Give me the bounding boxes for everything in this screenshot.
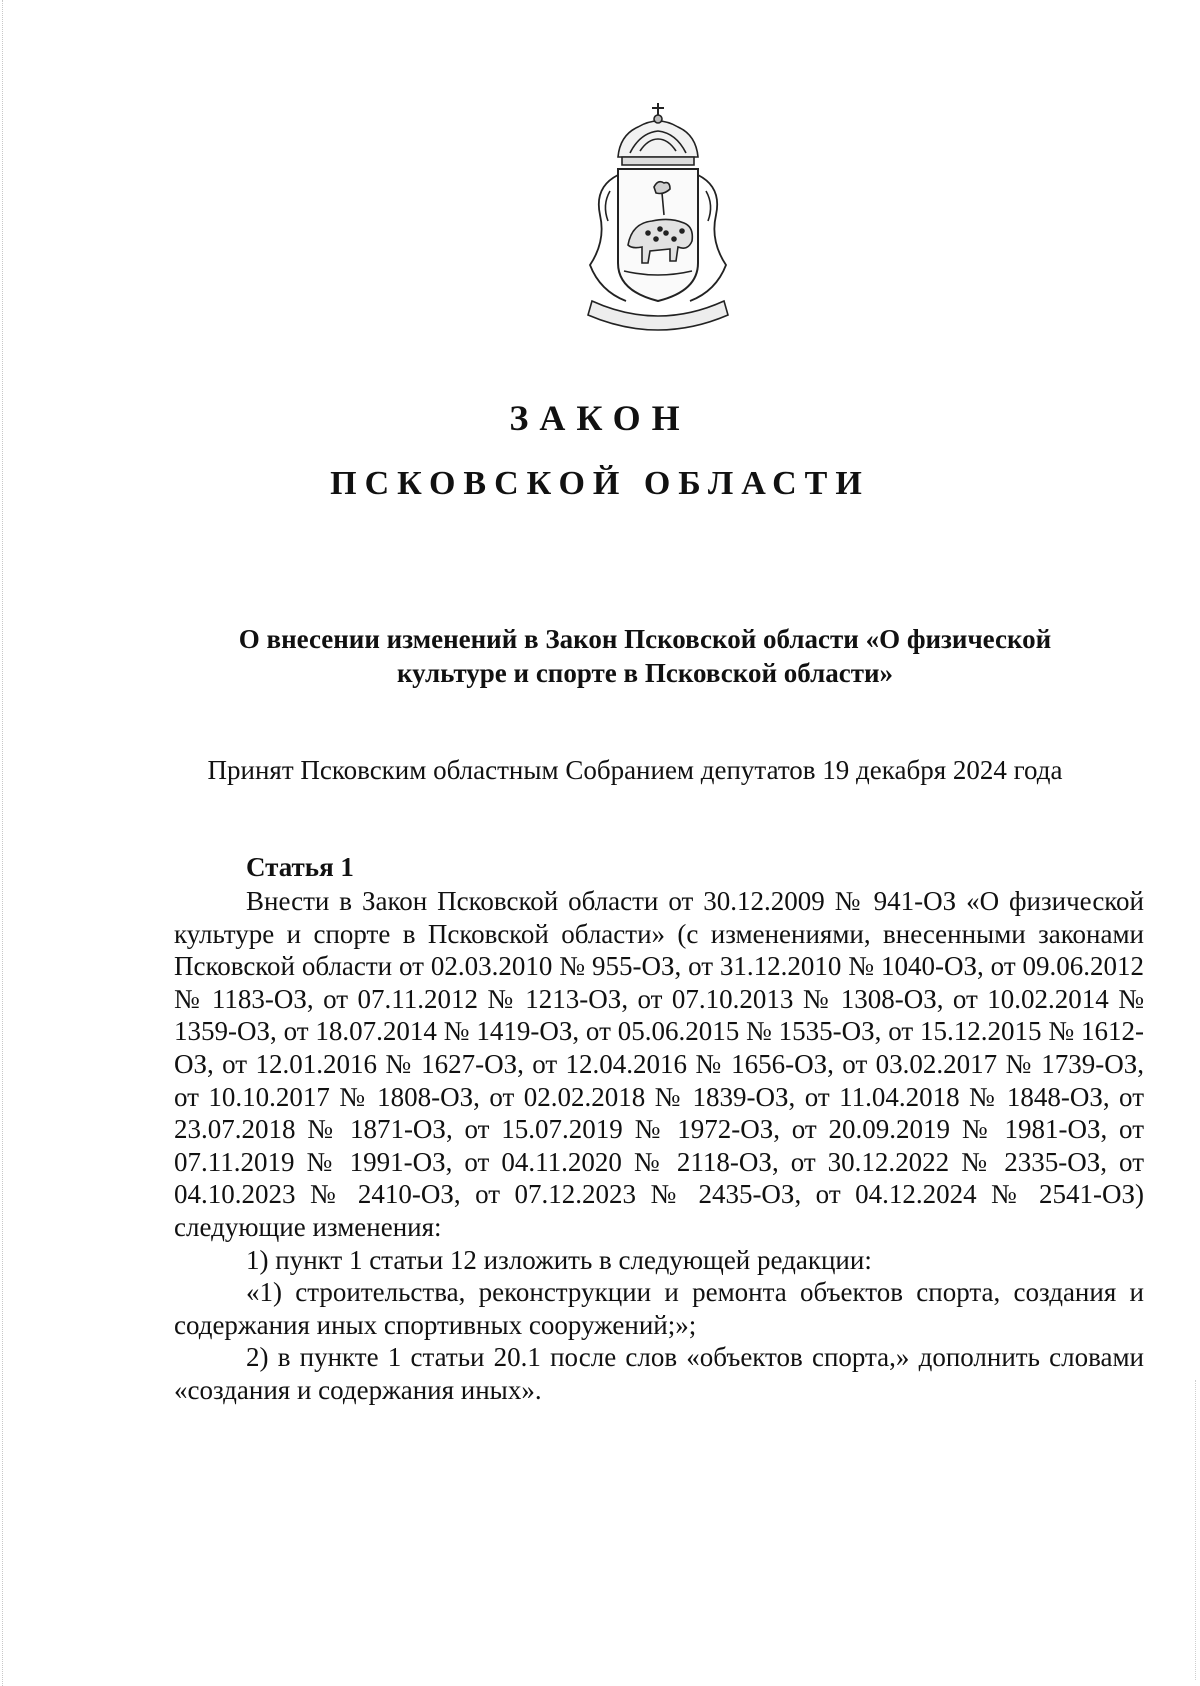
article-paragraph: Внести в Закон Псковской области от 30.12.2009 № 941-ОЗ «О физической культуре и спорте в Псковской области» (с изменениями, внесенными законами Псковской области от 02.03.2010 № 955-ОЗ, от 31.12.2010 № 1040-ОЗ, от 09.06.2012 № 1183-ОЗ, от 07.11.2012 № 1213-ОЗ, от 07.10.2013 № 1308-ОЗ, от 10.02.2014 № 1359-ОЗ, от 18.07.2014 № 1419-ОЗ, от 05.06.2015 № 1535-ОЗ, от 15.12.2015 № 1612-ОЗ, от 12.01.2016 № 1627-ОЗ, от 12.04.2016 № 1656-ОЗ, от 03.02.2017 № 1739-ОЗ, от 10.10.2017 № 1808-ОЗ, от 02.02.2018 № 1839-ОЗ, от 11.04.2018 № 1848-ОЗ, от 23.07.2018 № 1871-ОЗ, от 15.07.2019 № 1972-ОЗ, от 20.09.2019 № 1981-ОЗ, от 07.11.2019 № 1991-ОЗ, от 04.11.2020 № 2118-ОЗ, от 30.12.2022 № 2335-ОЗ, от 04.10.2023 № 2410-ОЗ, от 07.12.2023 № 2435-ОЗ, от 04.12.2024 № 2541-ОЗ) следующие изменения: <box>174 886 1144 1242</box>
article-heading: Статья 1 <box>246 852 354 882</box>
scan-edge <box>1191 1380 1196 1680</box>
law-title: ЗАКОН <box>509 398 691 438</box>
pskov-coat-of-arms-icon <box>560 95 756 341</box>
scan-edge <box>2 0 9 1686</box>
law-region: ПСКОВСКОЙ ОБЛАСТИ <box>330 465 870 502</box>
article-body <box>174 885 1144 1407</box>
article-paragraph: 1) пункт 1 статьи 12 изложить в следующей редакции: <box>246 1244 872 1275</box>
adoption-statement: Принят Псковским областным Собранием депутатов 19 декабря 2024 года <box>207 755 1063 785</box>
law-subject: О внесении изменений в Закон Псковской области «О физической культуре и спорте в Псковской области» <box>238 624 1052 688</box>
article-paragraph: 2) в пункте 1 статьи 20.1 после слов «объектов спорта,» дополнить словами «создания и содержания иных». <box>174 1342 1144 1405</box>
article-paragraph: «1) строительства, реконструкции и ремонта объектов спорта, создания и содержания иных спортивных сооружений;»; <box>174 1277 1144 1340</box>
